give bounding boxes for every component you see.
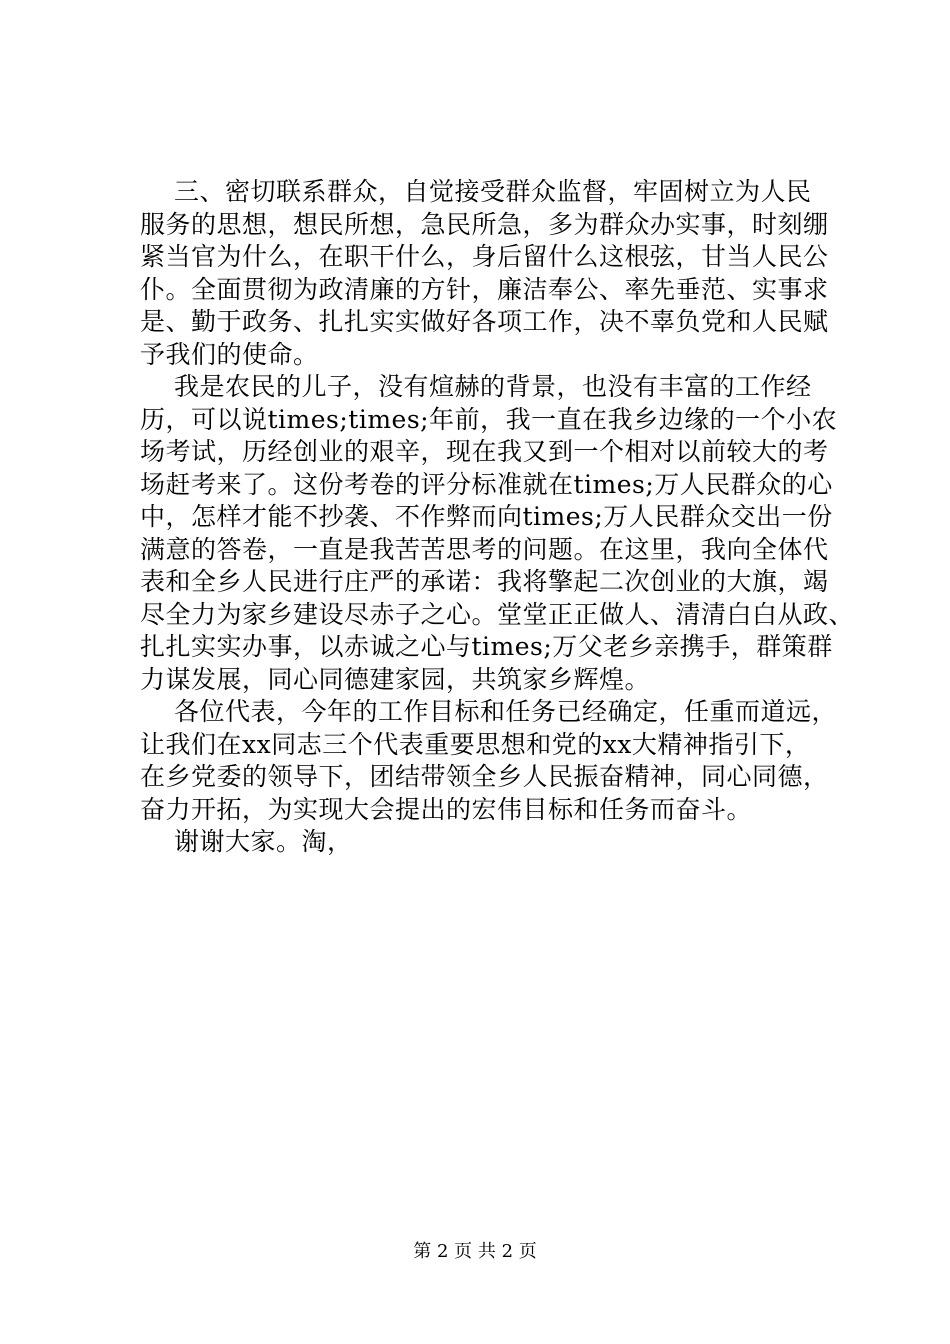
paragraph-line: 尽全力为家乡建设尽赤子之心。堂堂正正做人、清清白白从政、 [140,599,855,629]
paragraph-line: 予我们的使命。 [140,339,319,369]
paragraph-line: 仆。全面贯彻为政清廉的方针，廉洁奉公、率先垂范、实事求 [140,274,829,304]
paragraph-line: 我是农民的儿子，没有煊赫的背景，也没有丰富的工作经 [174,372,812,401]
paragraph-line: 在乡党委的领导下，团结带领全乡人民振奋精神，同心同德， [140,762,829,791]
paragraph-line: 让我们在xx同志三个代表重要思想和党的xx大精神指引下， [140,729,811,759]
paragraph-line: 扎扎实实办事，以赤诚之心与times;万父老乡亲携手，群策群 [140,632,833,661]
document-body [140,176,855,859]
paragraph-line: 奋力开拓，为实现大会提出的宏伟目标和任务而奋斗。 [140,794,753,824]
paragraph-line: 历，可以说times;times;年前，我一直在我乡边缘的一个小农 [140,404,838,434]
paragraph-line: 中，怎样才能不抄袭、不作弊而向times;万人民群众交出一份 [140,502,833,531]
paragraph-line: 是、勤于政务、扎扎实实做好各项工作，决不辜负党和人民赋 [140,307,829,336]
paragraph-line: 紧当官为什么，在职干什么，身后留什么这根弦，甘当人民公 [140,242,829,271]
paragraph-line: 场考试，历经创业的艰辛，现在我又到一个相对以前较大的考 [140,437,829,466]
paragraph-line: 谢谢大家。淘， [174,827,353,856]
paragraph-line: 力谋发展，同心同德建家园，共筑家乡辉煌。 [140,664,651,694]
paragraph-line: 服务的思想，想民所想，急民所急，多为群众办实事，时刻绷 [140,209,829,239]
paragraph-line: 表和全乡人民进行庄严的承诺：我将擎起二次创业的大旗，竭 [140,567,829,596]
paragraph-line: 各位代表，今年的工作目标和任务已经确定，任重而道远， [174,697,838,726]
paragraph-line: 场赶考来了。这份考卷的评分标准就在times;万人民群众的心 [140,469,833,499]
paragraph-line: 三、密切联系群众，自觉接受群众监督，牢固树立为人民 [174,177,812,206]
page-footer: 第 2 页 共 2 页 [413,1241,537,1262]
paragraph-line: 满意的答卷，一直是我苦苦思考的问题。在这里，我向全体代 [140,534,829,564]
